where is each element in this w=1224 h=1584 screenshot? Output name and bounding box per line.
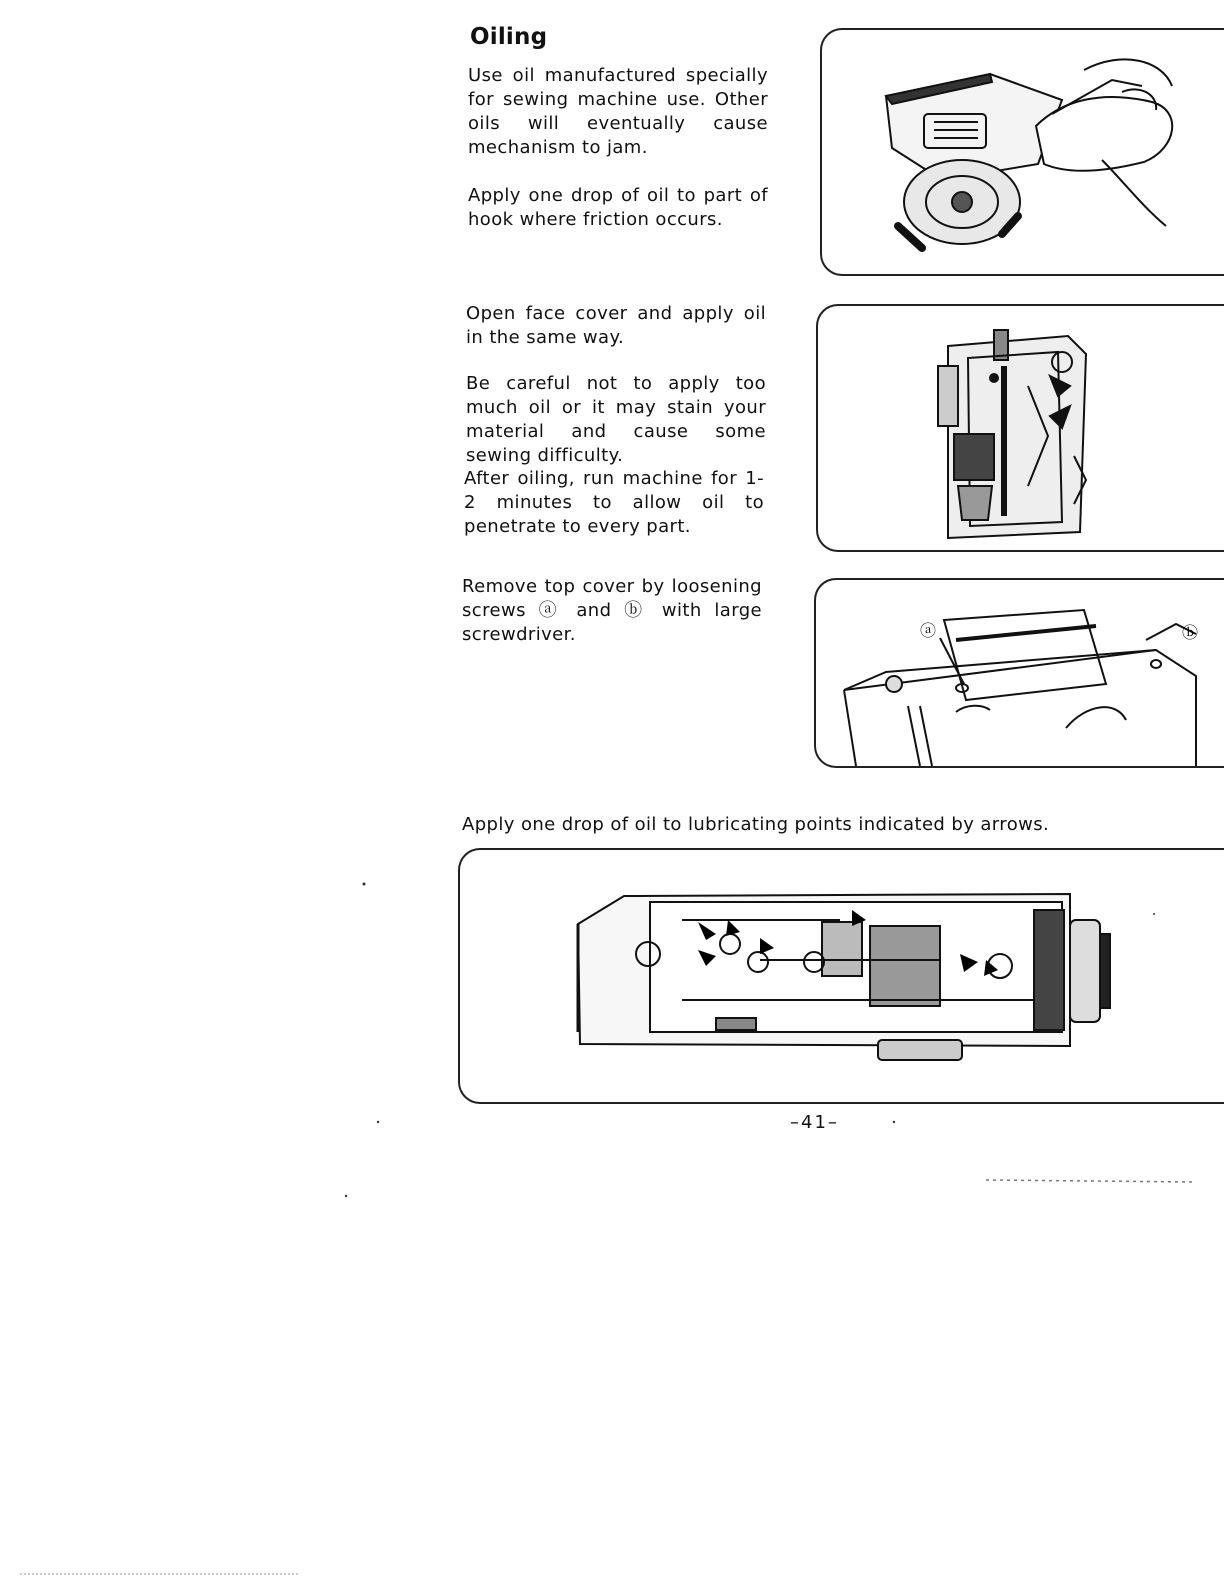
paragraph-face-cover: Open face cover and apply oil in the same way. [466,303,766,348]
text-segment: with large screwdriver. [462,600,763,645]
screw-a-label: ⓐ [920,621,937,640]
paragraph-remove-top-cover [462,575,762,647]
page-title: Oiling [470,24,548,50]
paragraph-oil-type: Use oil manufactured specially for sewing machine use. Other oils will eventually cause mechanism to jam. [468,65,768,158]
screw-a-mark: ⓐ [538,600,564,621]
page-number: –41– [790,1112,839,1133]
paragraph-lubricating-points: Apply one drop of oil to lubricating points indicated by arrows. [462,814,1050,835]
face-cover-illustration [818,306,1224,550]
screw-b-label: ⓑ [1182,623,1199,642]
figure-face-cover [816,304,1224,552]
text-segment: and [563,600,625,621]
text-segment: Remove top cover by loosening screws [462,576,762,621]
figure-lubricating-points [458,848,1224,1104]
top-cover-illustration [816,580,1224,766]
screw-b-mark: ⓑ [624,600,650,621]
lubricating-points-illustration [460,850,1224,1102]
paragraph-hook-oil: Apply one drop of oil to part of hook where friction occurs. [468,185,768,230]
paragraph-caution: Be careful not to apply too much oil or it may stain your material and cause some sewing difficulty. [466,373,766,466]
figure-top-cover [814,578,1224,768]
figure-hook-oiling [820,28,1224,276]
paragraph-run-machine: After oiling, run machine for 1-2 minutes to allow oil to penetrate to every part. [464,468,764,537]
hook-oiling-illustration [822,30,1224,274]
